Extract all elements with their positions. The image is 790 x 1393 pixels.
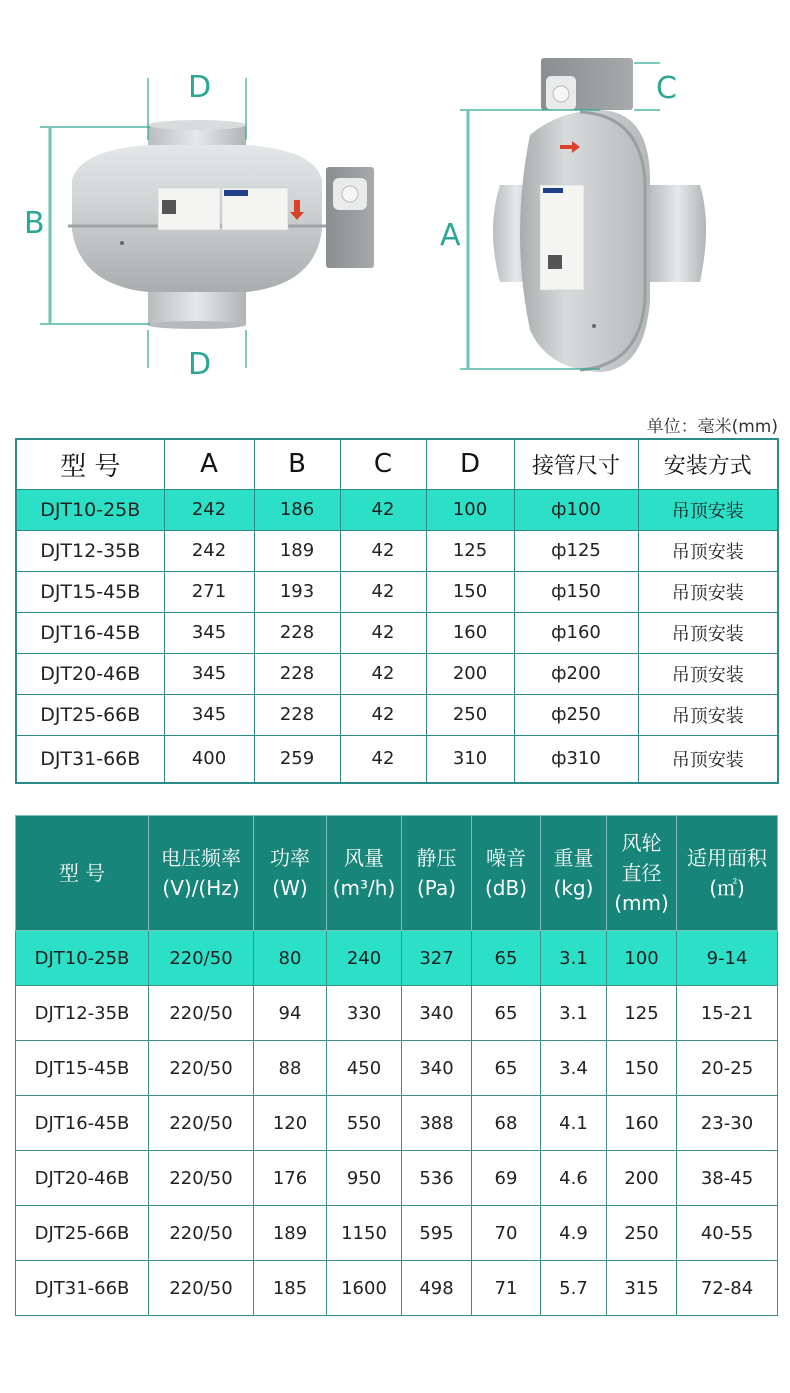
table-cell: 125 (426, 530, 514, 571)
table-cell: 250 (607, 1206, 677, 1261)
column-header-line: 型 号 (58, 861, 106, 885)
table-cell: 125 (607, 986, 677, 1041)
column-header: D (426, 439, 514, 489)
table-row (16, 1261, 778, 1316)
table-cell: 71 (472, 1261, 541, 1316)
dimension-label-c: C (656, 71, 677, 106)
table-cell: 3.1 (541, 931, 607, 986)
column-header: 安装方式 (638, 439, 778, 489)
table-row (16, 1041, 778, 1096)
table-cell: 550 (327, 1096, 402, 1151)
column-header: C (340, 439, 426, 489)
table-cell: ф250 (514, 694, 638, 735)
table-cell: 1150 (327, 1206, 402, 1261)
column-header (472, 816, 541, 931)
model-cell: DJT15-45B (16, 1041, 149, 1096)
table-cell: 193 (254, 571, 340, 612)
table-cell: 220/50 (149, 1206, 254, 1261)
table-cell: 150 (426, 571, 514, 612)
column-header-line: 噪音 (486, 846, 526, 870)
table-cell: 185 (254, 1261, 327, 1316)
table-cell: 94 (254, 986, 327, 1041)
unit-note: 单位：毫米(mm) (646, 417, 778, 437)
table-cell: 220/50 (149, 1041, 254, 1096)
table-row (16, 1206, 778, 1261)
table-cell: 15-21 (677, 986, 778, 1041)
table-cell: 72-84 (677, 1261, 778, 1316)
table-cell: 38-45 (677, 1151, 778, 1206)
table-cell: 388 (402, 1096, 472, 1151)
column-header (607, 816, 677, 931)
table-cell: 228 (254, 694, 340, 735)
table-cell: 40-55 (677, 1206, 778, 1261)
model-cell: DJT16-45B (16, 612, 164, 653)
column-header (16, 816, 149, 931)
table-cell: 340 (402, 986, 472, 1041)
table-cell: 400 (164, 735, 254, 783)
table-cell: 69 (472, 1151, 541, 1206)
model-cell: DJT20-46B (16, 1151, 149, 1206)
column-header-line: (mm) (614, 891, 669, 915)
model-cell: DJT20-46B (16, 653, 164, 694)
table-cell: 220/50 (149, 1261, 254, 1316)
performance-table-body (16, 931, 778, 1316)
fan-front-view (68, 120, 374, 329)
column-header-line: (W) (272, 876, 308, 900)
dimension-label-d-top: D (188, 70, 212, 105)
table-cell: 4.9 (541, 1206, 607, 1261)
table-cell: 186 (254, 489, 340, 530)
table-cell: 228 (254, 653, 340, 694)
table-cell: 498 (402, 1261, 472, 1316)
table-cell: ф200 (514, 653, 638, 694)
dimensions-table-body (16, 489, 778, 783)
table-cell: 吊顶安装 (638, 653, 778, 694)
table-cell: 9-14 (677, 931, 778, 986)
column-header: B (254, 439, 340, 489)
dimension-label-b: B (24, 206, 45, 241)
table-cell: 189 (254, 530, 340, 571)
table-cell: 228 (254, 612, 340, 653)
table-row (16, 1151, 778, 1206)
column-header (149, 816, 254, 931)
table-cell: 吊顶安装 (638, 612, 778, 653)
table-cell: 536 (402, 1151, 472, 1206)
dimension-label-d-bottom: D (188, 347, 212, 382)
table-cell: 20-25 (677, 1041, 778, 1096)
table-cell: 345 (164, 694, 254, 735)
table-row (16, 571, 778, 612)
table-cell: 80 (254, 931, 327, 986)
table-cell: 1600 (327, 1261, 402, 1316)
table-cell: 220/50 (149, 1096, 254, 1151)
column-header-line: 功率 (270, 846, 310, 870)
table-cell: 340 (402, 1041, 472, 1096)
table-cell: 100 (426, 489, 514, 530)
table-cell: 250 (426, 694, 514, 735)
table-cell: 330 (327, 986, 402, 1041)
table-cell: 150 (607, 1041, 677, 1096)
table-cell: 吊顶安装 (638, 530, 778, 571)
table-cell: 42 (340, 735, 426, 783)
model-cell: DJT10-25B (16, 489, 164, 530)
table-cell: 220/50 (149, 1151, 254, 1206)
table-cell: 220/50 (149, 931, 254, 986)
table-cell: 450 (327, 1041, 402, 1096)
column-header (677, 816, 778, 931)
table-cell: 5.7 (541, 1261, 607, 1316)
table-cell: ф310 (514, 735, 638, 783)
table-cell: 3.4 (541, 1041, 607, 1096)
table-cell: 65 (472, 986, 541, 1041)
fan-dimension-diagram (0, 0, 790, 405)
table-cell: 42 (340, 612, 426, 653)
table-cell: 259 (254, 735, 340, 783)
column-header-line: 风量 (344, 846, 384, 870)
model-cell: DJT10-25B (16, 931, 149, 986)
table-cell: 吊顶安装 (638, 489, 778, 530)
model-cell: DJT31-66B (16, 735, 164, 783)
dimensions-table (15, 438, 779, 784)
table-cell: 4.1 (541, 1096, 607, 1151)
table-row (16, 931, 778, 986)
table-row (16, 530, 778, 571)
table-row (16, 986, 778, 1041)
table-row (16, 489, 778, 530)
table-cell: 吊顶安装 (638, 571, 778, 612)
table-cell: 271 (164, 571, 254, 612)
table-cell: 327 (402, 931, 472, 986)
performance-table (15, 815, 778, 1316)
table-cell: 120 (254, 1096, 327, 1151)
table-row (16, 1096, 778, 1151)
table-row (16, 694, 778, 735)
column-header (254, 816, 327, 931)
table-cell: 345 (164, 612, 254, 653)
performance-table-header (16, 816, 778, 931)
model-cell: DJT16-45B (16, 1096, 149, 1151)
column-header-line: (m³/h) (332, 876, 396, 900)
table-cell: 345 (164, 653, 254, 694)
table-cell: 242 (164, 489, 254, 530)
model-cell: DJT25-66B (16, 694, 164, 735)
table-cell: 200 (426, 653, 514, 694)
table-row (16, 735, 778, 783)
table-cell: ф100 (514, 489, 638, 530)
table-cell: 吊顶安装 (638, 694, 778, 735)
table-cell: 42 (340, 530, 426, 571)
table-cell: 200 (607, 1151, 677, 1206)
table-cell: 310 (426, 735, 514, 783)
column-header: 型 号 (16, 439, 164, 489)
table-cell: 88 (254, 1041, 327, 1096)
column-header (327, 816, 402, 931)
table-cell: 189 (254, 1206, 327, 1261)
model-cell: DJT31-66B (16, 1261, 149, 1316)
table-cell: 595 (402, 1206, 472, 1261)
table-cell: 70 (472, 1206, 541, 1261)
table-cell: 3.1 (541, 986, 607, 1041)
table-cell: 160 (607, 1096, 677, 1151)
model-cell: DJT25-66B (16, 1206, 149, 1261)
table-cell: 950 (327, 1151, 402, 1206)
model-cell: DJT15-45B (16, 571, 164, 612)
table-cell: ф125 (514, 530, 638, 571)
column-header-line: 重量 (553, 846, 594, 870)
header-row (16, 439, 778, 489)
header-row (16, 816, 778, 931)
table-row (16, 612, 778, 653)
table-cell: 65 (472, 1041, 541, 1096)
table-cell: 65 (472, 931, 541, 986)
column-header-line: 电压频率 (161, 846, 241, 870)
table-cell: 23-30 (677, 1096, 778, 1151)
table-cell: 42 (340, 653, 426, 694)
table-cell: 42 (340, 694, 426, 735)
column-header: 接管尺寸 (514, 439, 638, 489)
column-header-line: 静压 (416, 846, 457, 870)
table-cell: 315 (607, 1261, 677, 1316)
table-cell: 吊顶安装 (638, 735, 778, 783)
column-header-line: 风轮 (621, 831, 662, 855)
column-header-line: 适用面积 (687, 846, 767, 870)
table-cell: 242 (164, 530, 254, 571)
column-header-line: (Pa) (416, 876, 457, 900)
column-header-line: (kg) (553, 876, 594, 900)
table-cell: ф160 (514, 612, 638, 653)
column-header-line: (㎡) (709, 876, 745, 900)
dimensions-table-header (16, 439, 778, 489)
dimension-label-a: A (440, 218, 461, 253)
column-header: A (164, 439, 254, 489)
table-cell: 100 (607, 931, 677, 986)
column-header (402, 816, 472, 931)
table-cell: ф150 (514, 571, 638, 612)
table-cell: 240 (327, 931, 402, 986)
table-cell: 160 (426, 612, 514, 653)
table-cell: 42 (340, 489, 426, 530)
column-header-line: 直径 (621, 861, 662, 885)
model-cell: DJT12-35B (16, 986, 149, 1041)
table-row (16, 653, 778, 694)
model-cell: DJT12-35B (16, 530, 164, 571)
table-cell: 176 (254, 1151, 327, 1206)
column-header-line: (V)/(Hz) (162, 876, 240, 900)
column-header-line: (dB) (484, 876, 528, 900)
table-cell: 42 (340, 571, 426, 612)
table-cell: 4.6 (541, 1151, 607, 1206)
column-header (541, 816, 607, 931)
table-cell: 220/50 (149, 986, 254, 1041)
table-cell: 68 (472, 1096, 541, 1151)
